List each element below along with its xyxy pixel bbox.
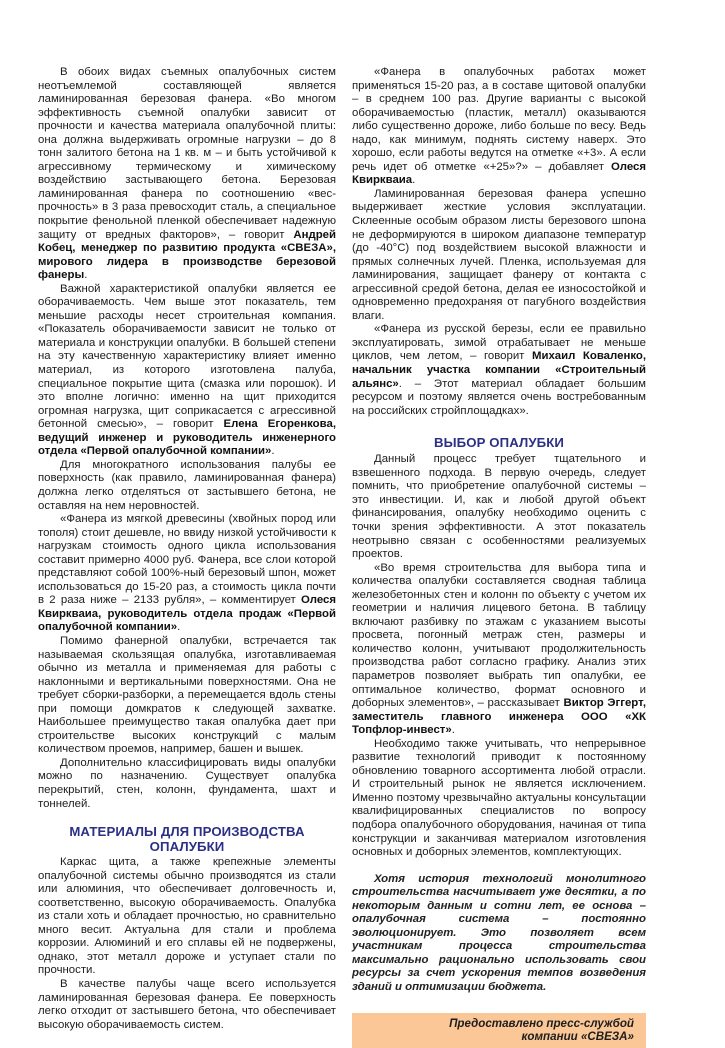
left-column [38, 66, 336, 1032]
quote-attribution: Олеся Квиркваиа [352, 160, 646, 187]
quote-attribution: Виктор Эггерт, заместитель главного инженера ООО «ХК Топфлор-инвест» [352, 697, 646, 737]
paragraph: Каркас щита, а также крепежные элементы опалубочной системы обычно производятся из стали или алюминия, что обеспечивает долговечность и, соответственно, высокую оборачиваемость. Опалубка из стали хоть и обладает прочностью, но сравнительно много весит. Актуальна для стали и проблема коррозии. Алюминий и его сплавы ей не подвержены, однако, этот металл дороже и уступает стали по прочности. [38, 856, 336, 977]
paragraph: Необходимо также учитывать, что непрерывное развитие технологий приводит к постоянному обновлению товарного ассортимента любой отрасли. И строительный рынок не является исключением. Именно поэтому чрезвычайно актуальны консультации квалифицированных специалистов по вопросу подбора опалубочного оборудования, начиная от типа конструкции и заканчивая материалом изготовления основных и доборных элементов, комплектующих. [352, 737, 646, 859]
paragraph: Данный процесс требует тщательного и взвешенного подхода. В первую очередь, следует помнить, что приобретение опалубочной системы – это инвестиции. И, как и любой другой объект финансирования, опалубку необходимо оценить с точки зрения эффективности. А этот показатель неотрывно связан с особенностями реализуемых проектов. [352, 453, 646, 561]
paragraph: Для многократного использования палубы ее поверхность (как правило, ламинированная фанера) должна легко отделяться от застывшего бетона, не оставляя на нем неровностей. [38, 458, 336, 512]
paragraph: Дополнительно классифицировать виды опалубки можно по назначению. Существует опалубка перекрытий, стен, колонн, фундамента, шахт и тоннелей. [38, 756, 336, 810]
paragraph: «Фанера из русской березы, если ее правильно эксплуатировать, зимой отрабатывает не меньше циклов, чем летом, – говорит Михаил Коваленко, начальник участка компании «Строительный альянс». – Этот материал обладает большим ресурсом и поэтому является очень востребованным на российских стройплощадках». [352, 323, 646, 417]
paragraph: «Фанера из мягкой древесины (хвойных пород или тополя) стоит дешевле, но ввиду низкой устойчивости к нагрузкам стоимость одного цикла использования составит примерно 4000 руб. Фанера, все слои которой представляют собой 100%-ный березовый шпон, может использоваться до 15-20 раз, а стоимость цикла почти в 2 раза ниже – 2133 рубля», – комментирует Олеся Квиркваиа, руководитель отдела продаж «Первой опалубочной компании». [38, 513, 336, 634]
section-heading-materials: МАТЕРИАЛЫ ДЛЯ ПРОИЗВОДСТВА ОПАЛУБКИ [69, 824, 305, 855]
quote-attribution: Михаил Коваленко, начальник участка компании «Строительный альянс» [352, 350, 646, 390]
right-column [352, 66, 646, 1048]
press-credit-box [352, 1013, 646, 1048]
conclusion-paragraph: Хотя история технологий монолитного строительства насчитывает уже десятки, а по некоторым данным и сотни лет, ее основа – опалубочная система – постоянно эволюционирует. Это позволяет всем участникам процесса строительства максимально рационально использовать свои ресурсы за счет ускорения темпов возведения зданий и оптимизации бюджета. [352, 872, 646, 993]
credit-line: Предоставлено пресс-службой [449, 1016, 634, 1030]
paragraph: В качестве палубы чаще всего используется ламинированная березовая фанера. Ее поверхность легко отходит от застывшего бетона, что обеспечивает высокую оборачиваемость систем. [38, 978, 336, 1031]
paragraph: «Фанера в опалубочных работах может применяться 15-20 раз, а в составе щитовой опалубки – в среднем 100 раз. Другие варианты с высокой оборачиваемостью (пластик, металл) оказываются либо существенно дороже, либо больше по весу. Ведь надо, как минимум, поднять систему наверх. Это хорошо, если работы ведутся на отметке «+3». А если речь идет об отметке «+25»?» – добавляет Олеся Квиркваиа. [352, 66, 646, 187]
quote-attribution: Олеся Квиркваиа, руководитель отдела продаж «Первой опалубочной компании» [38, 594, 336, 634]
section-heading-choice: ВЫБОР ОПАЛУБКИ [434, 435, 564, 451]
paragraph: В обоих видах съемных опалубочных систем неотъемлемой составляющей является ламинированная березовая фанера. «Во многом эффективность съемной опалубки зависит от прочности и качества материала опалубочной плиты: она должна выдерживать огромные нагрузки – до 8 тонн залитого бетона на 1 кв. м – и быть устойчивой к агрессивному термическому и химическому воздействию застывающего бетона. Березовая ламинированная фанера по соотношению «вес-прочность» в 3 раза превосходит сталь, а специальное покрытие фенольной пленкой обеспечивает надежную защиту от вредных факторов», – говорит Андрей Кобец, менеджер по развитию продукта «СВЕЗА», мирового лидера в производстве березовой фанеры. [38, 66, 336, 282]
paragraph: Ламинированная березовая фанера успешно выдерживает жесткие условия эксплуатации. Склеенные особым образом листы березового шпона не деформируются в широком диапазоне температур (до -40°С) под воздействием высокой влажности и прямых солнечных лучей. Пленка, используемая для ламинирования, защищает фанеру от контакта с агрессивной средой бетона, делая ее износостойкой и одновременно предохраняя от пагубного воздействия влаги. [352, 187, 646, 322]
paragraph: Важной характеристикой опалубки является ее оборачиваемость. Чем выше этот показатель, тем меньшие расходы несет строительная компания. «Показатель оборачиваемости зависит не только от материала и конструкции опалубки. В большей степени на эту качественную характеристику влияет именно материал, из которого изготовлена палуба, специальное покрытие щита (смазка или порошок). И это вполне логично: именно на щит приходится огромная нагрузка, щит соприкасается с агрессивной бетонной смесью», – говорит Елена Егоренкова, ведущий инженер и руководитель инженерного отдела «Первой опалубочной компании». [38, 282, 336, 458]
spacer [352, 860, 646, 873]
credit-line: компании «СВЕЗА» [521, 1030, 634, 1044]
quote-attribution: Елена Егоренкова, ведущий инженер и руководитель инженерного отдела «Первой опалубочной компании» [38, 418, 336, 458]
paragraph: Помимо фанерной опалубки, встречается так называемая скользящая опалубка, изготавливаемая обычно из металла и применяемая для работы с наклонными и вертикальными поверхностями. Она не требует сборки-разборки, а перемещается вдоль стены при помощи домкратов к следующей захватке. Наибольшее преимущество такая опалубка дает при строительстве высоких конструкций с малым количеством проемов, например, башен и вышек. [38, 634, 336, 756]
paragraph: «Во время строительства для выбора типа и количества опалубки составляется сводная таблица железобетонных стен и колонн по объекту с учетом их геометрии и наличия лицевого бетона. В таблицу включают разбивку по этажам с указанием высоты просвета, погонный метраж стен, размеры и количество колонн, учитывают продолжительность производства работ согласно графику. Анализ этих параметров позволяет выбрать тип опалубки, ее оптимальное количество, формат основного и доборных элементов», – рассказывает Виктор Эггерт, заместитель главного инженера ООО «ХК Топфлор-инвест». [352, 561, 646, 737]
quote-attribution: Андрей Кобец, менеджер по развитию продукта «СВЕЗА», мирового лидера в производстве березовой фанеры [38, 228, 336, 282]
